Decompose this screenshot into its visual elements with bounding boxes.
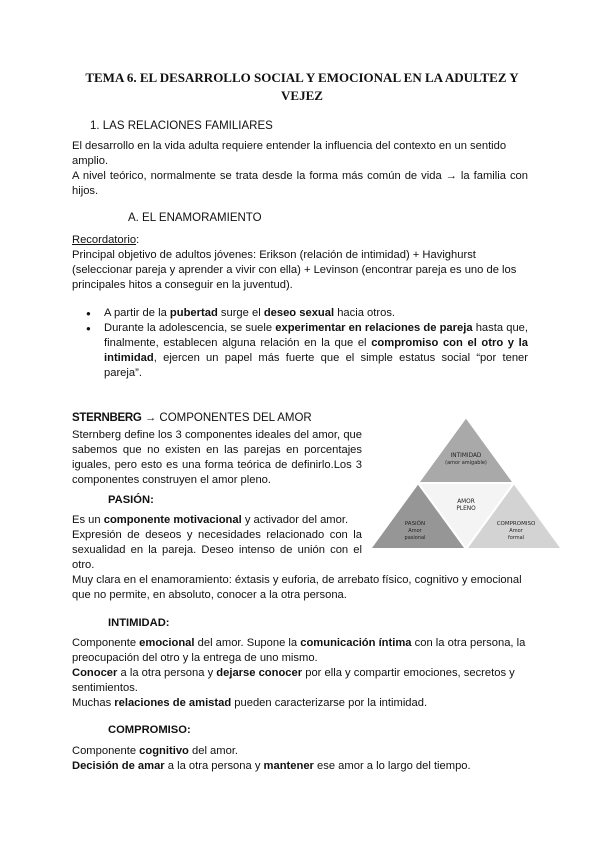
compromiso-heading: COMPROMISO: <box>108 724 191 736</box>
sternberg-heading-rest: → COMPONENTES DEL AMOR <box>141 412 312 424</box>
paragraph-familia: A nivel teórico, normalmente se trata desde la forma más común de vida → la familia con hijos. <box>72 170 528 197</box>
sternberg-intro: Sternberg define los 3 componentes ideales del amor, que sabemos que no existen en las parejas en porcentajes iguales, pero esto es una forma teórica de definirlo.Los 3 componentes construyen el amor pleno. <box>72 429 362 486</box>
triangle-center-label-2: PLENO <box>456 506 476 512</box>
pasion-enamoramiento: Muy clara en el enamoramiento: éxtasis y euforia, de arrebato físico, cognitivo y emocional que no permite, en absoluto, conocer a la otra persona. <box>72 574 522 601</box>
recordatorio-label-text: Recordatorio <box>72 234 137 246</box>
triangle-intimidad <box>418 417 514 483</box>
triangle-right-label-1: COMPROMISO <box>496 521 536 527</box>
pasion-text: Es un componente motivacional y activador del amor. Expresión de deseos y necesidades relacionado con la sexualidad en la pareja. Deseo intenso de unión con el otro. <box>72 514 362 571</box>
triangle-left-label-3: pasional <box>404 535 426 541</box>
subsection-heading-enamoramiento: A. EL ENAMORAMIENTO <box>128 212 262 224</box>
intimidad-heading: INTIMIDAD: <box>108 617 170 629</box>
pasion-heading: PASIÓN: <box>108 494 154 506</box>
triangle-top-label-2: (amor amigable) <box>445 460 487 466</box>
bullet-list <box>72 306 528 381</box>
love-triangle-diagram <box>370 417 562 549</box>
page-title: TEMA 6. EL DESARROLLO SOCIAL Y EMOCIONAL EN LA ADULTEZ Y VEJEZ <box>85 70 519 103</box>
recordatorio-text: Principal objetivo de adultos jóvenes: Erikson (relación de intimidad) + Havighurst (seleccionar pareja y aprender a vivir con ella) + Levinson (encontrar pareja es uno de los principales hitos a conseguir en la juventud). <box>72 249 517 291</box>
list-item: ● Durante la adolescencia, se suele experimentar en relaciones de pareja hasta que, finalmente, establecen alguna relación en la que el compromiso con el otro y la intimidad, ejercen un papel más fuerte que el simple estatus social “por tener pareja”. <box>72 321 528 381</box>
triangle-left-label-2: Amor <box>408 528 422 534</box>
triangle-right-label-3: formal <box>507 535 525 541</box>
triangle-center-label-1: AMOR <box>457 499 475 505</box>
triangle-top-label-1: INTIMIDAD <box>450 453 482 459</box>
triangle-left-label-1: PASIÓN <box>404 521 426 527</box>
compromiso-text: Componente cognitivo del amor. Decisión de amar a la otra persona y mantener ese amor a lo largo del tiempo. <box>72 745 471 772</box>
paragraph-contexto: El desarrollo en la vida adulta requiere entender la influencia del contexto en un sentido amplio. <box>72 140 507 167</box>
list-item: ● A partir de la pubertad surge el deseo sexual hacia otros. <box>72 306 528 321</box>
sternberg-heading <box>72 412 312 424</box>
sternberg-name: STERNBERG <box>72 412 142 424</box>
triangle-right-label-2: Amor <box>509 528 523 534</box>
colon: : <box>136 234 140 246</box>
intimidad-text: Componente emocional del amor. Supone la comunicación íntima con la otra persona, la preocupación del otro y la entrega de uno mismo. Conocer a la otra persona y dejarse conocer por ella y compartir emociones, secretos y sentimientos. Muchas relaciones de amistad pueden caracterizarse por la intimidad. <box>72 637 526 709</box>
recordatorio-label <box>72 233 528 248</box>
section-heading-relaciones-familiares: 1. LAS RELACIONES FAMILIARES <box>90 120 273 132</box>
